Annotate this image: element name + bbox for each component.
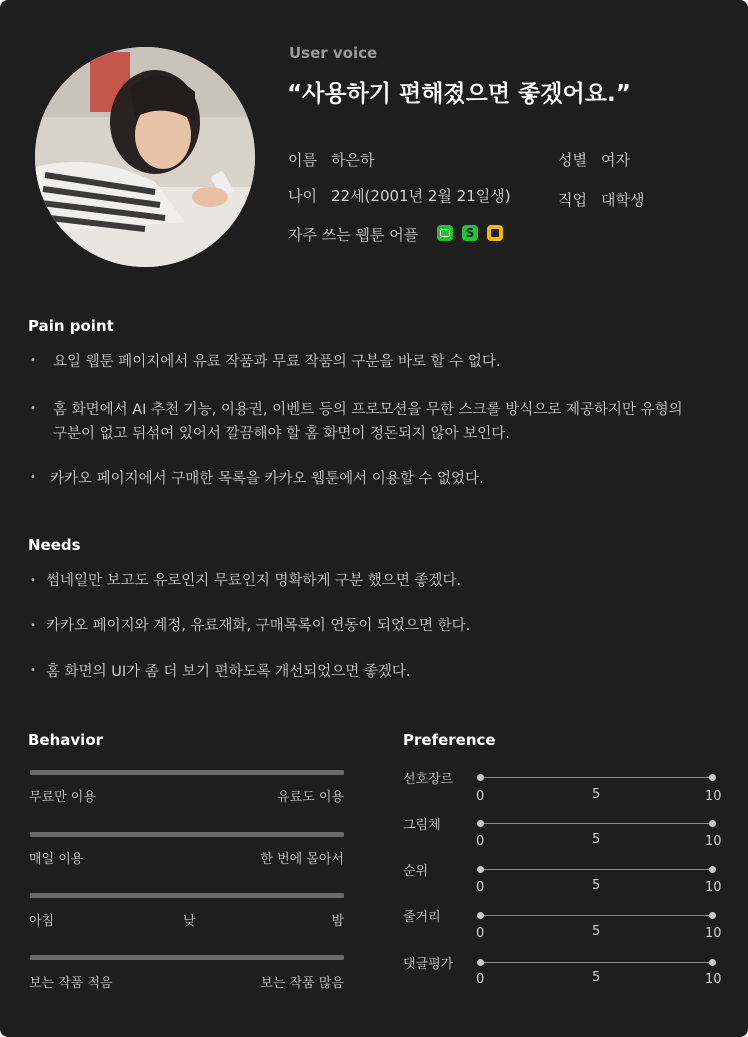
job-value: 대학생 bbox=[600, 191, 645, 209]
pain-point-item-3: 카카오 페이지에서 구매한 목록을 카카오 웹툰에서 이용할 수 없었다. bbox=[50, 471, 484, 487]
tick-label: 10 bbox=[705, 834, 722, 849]
gender-row bbox=[558, 149, 630, 170]
preference-title: Preference bbox=[403, 731, 496, 749]
tick-label: 5 bbox=[592, 924, 601, 939]
needs-title: Needs bbox=[28, 536, 81, 554]
age-value: 22세(2001년 2월 21일생) bbox=[330, 187, 511, 205]
job-label: 직업 bbox=[558, 191, 587, 209]
preference-slider-track bbox=[480, 823, 713, 824]
age-row bbox=[288, 185, 511, 206]
kakao-page-app-icon bbox=[487, 225, 503, 241]
tick-label: 10 bbox=[705, 972, 722, 987]
preference-label: 그림체 bbox=[403, 818, 441, 833]
persona-photo bbox=[35, 47, 255, 267]
tick-label: 0 bbox=[476, 834, 485, 849]
tick-label: 0 bbox=[476, 972, 485, 987]
pain-point-item-2-cont: 구분이 없고 뒤섞여 있어서 깔끔해야 할 홈 화면이 정돈되지 않아 보인다. bbox=[53, 426, 510, 442]
needs-item-1: 썸네일만 보고도 유로인지 무료인지 명확하게 구분 했으면 좋겠다. bbox=[46, 573, 462, 589]
slider-end-dot bbox=[709, 912, 716, 919]
age-label: 나이 bbox=[288, 187, 317, 205]
tick-label: 5 bbox=[592, 970, 601, 985]
user-voice-tag: User voice bbox=[289, 44, 378, 62]
bullet: • bbox=[30, 665, 36, 676]
tick-label: 10 bbox=[705, 926, 722, 941]
preference-label: 순위 bbox=[403, 864, 429, 879]
preference-slider-track bbox=[480, 962, 713, 963]
bullet: • bbox=[30, 575, 36, 586]
avatar bbox=[35, 47, 255, 267]
behavior-scale-left: 매일 이용 bbox=[29, 852, 84, 867]
behavior-scale-left: 보는 작품 적음 bbox=[29, 976, 113, 991]
app-icons bbox=[437, 225, 503, 241]
slider-end-dot bbox=[709, 820, 716, 827]
pain-point-item-1: 요일 웹툰 페이지에서 유료 작품과 무료 작품의 구분을 바로 할 수 없다. bbox=[53, 354, 501, 370]
needs-item-2: 카카오 페이지와 계정, 유료재화, 구매목록이 연동이 되었으면 한다. bbox=[46, 618, 471, 634]
user-quote: “사용하기 편해졌으면 좋겠어요.” bbox=[287, 81, 631, 107]
slider-end-dot bbox=[709, 959, 716, 966]
slider-end-dot bbox=[709, 774, 716, 781]
bullet: • bbox=[30, 472, 36, 483]
needs-item-3: 홈 화면의 UI가 좀 더 보기 편하도록 개선되었으면 좋겠다. bbox=[46, 664, 411, 680]
behavior-title: Behavior bbox=[28, 731, 104, 749]
behavior-scale-bar bbox=[30, 832, 344, 837]
tick-label: 5 bbox=[592, 832, 601, 847]
tick-label: 10 bbox=[705, 789, 722, 804]
preference-label: 줄거리 bbox=[403, 910, 441, 925]
behavior-scale-left: 무료만 이용 bbox=[29, 790, 96, 805]
behavior-scale-bar bbox=[30, 770, 344, 775]
behavior-scale-bar bbox=[30, 955, 344, 960]
behavior-scale-mid: 낮 bbox=[183, 914, 196, 929]
apps-label: 자주 쓰는 웹툰 어플 bbox=[288, 226, 419, 244]
tick-label: 5 bbox=[592, 787, 601, 802]
name-value: 하은하 bbox=[330, 151, 375, 169]
bullet: • bbox=[30, 403, 36, 414]
preference-label: 선호장르 bbox=[403, 772, 454, 787]
bullet: • bbox=[30, 620, 36, 631]
bullet: • bbox=[30, 355, 36, 366]
preference-slider-track bbox=[480, 869, 713, 870]
line-webtoon-app-icon bbox=[437, 225, 453, 241]
tick-label: 0 bbox=[476, 880, 485, 895]
tick-label: 0 bbox=[476, 926, 485, 941]
slider-end-dot bbox=[709, 866, 716, 873]
pain-point-title: Pain point bbox=[28, 317, 114, 335]
name-row bbox=[288, 149, 374, 170]
pain-point-item-2: 홈 화면에서 AI 추천 기능, 이용권, 이벤트 등의 프로모션을 무한 스크롤 방식으로 제공하지만 유형의 bbox=[53, 402, 683, 418]
behavior-scale-right: 밤 bbox=[331, 914, 344, 929]
behavior-scale-left: 아침 bbox=[29, 914, 55, 929]
slider-end-dot bbox=[477, 912, 484, 919]
behavior-scale-right: 보는 작품 많음 bbox=[260, 976, 344, 991]
name-label: 이름 bbox=[288, 151, 317, 169]
preference-label: 댓글평가 bbox=[403, 957, 454, 972]
gender-value: 여자 bbox=[600, 151, 630, 169]
preference-slider-track bbox=[480, 777, 713, 778]
slider-end-dot bbox=[477, 774, 484, 781]
tick-label: 0 bbox=[476, 789, 485, 804]
tick-label: 10 bbox=[705, 880, 722, 895]
behavior-scale-right: 유료도 이용 bbox=[277, 790, 344, 805]
job-row bbox=[558, 189, 644, 210]
slider-end-dot bbox=[477, 959, 484, 966]
series-app-icon: S bbox=[462, 225, 478, 241]
preference-slider-track bbox=[480, 915, 713, 916]
tick-label: 5 bbox=[592, 878, 601, 893]
gender-label: 성별 bbox=[558, 151, 587, 169]
slider-end-dot bbox=[477, 866, 484, 873]
behavior-scale-right: 한 번에 몰아서 bbox=[260, 852, 344, 867]
behavior-scale-bar bbox=[30, 893, 344, 898]
slider-end-dot bbox=[477, 820, 484, 827]
